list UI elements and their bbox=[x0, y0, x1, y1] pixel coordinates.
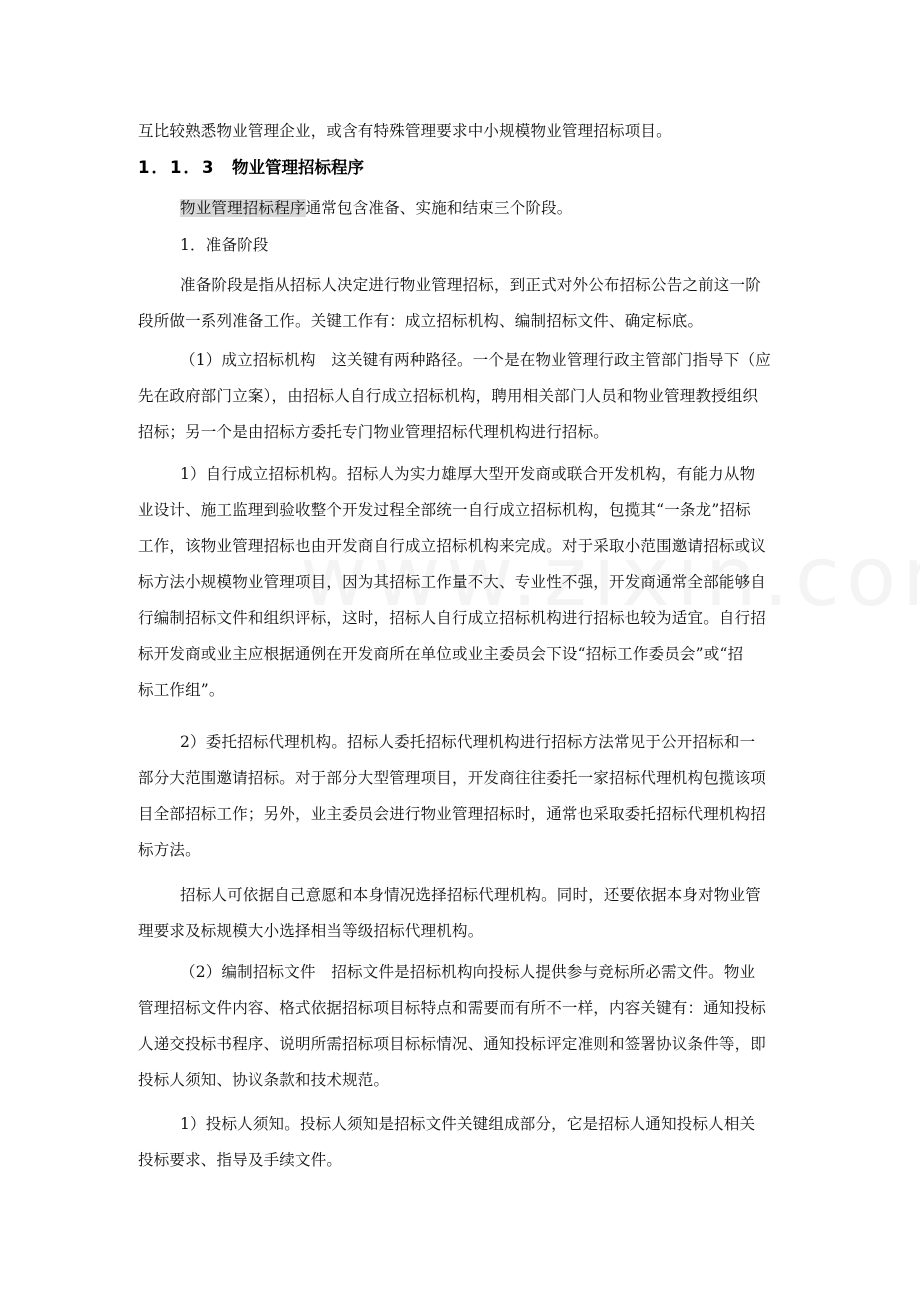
paragraph-4 bbox=[138, 342, 798, 450]
text-line: 招标人可依据自己意愿和本身情况选择招标代理机构。同时，还要依据本身对物业管 bbox=[180, 886, 761, 904]
section-number: 1．1．3 bbox=[138, 158, 216, 177]
text-line: 管理招标文件内容、格式依据招标项目标特点和需要而有所不一样，内容关键有：通知投标 bbox=[138, 999, 767, 1017]
section-heading bbox=[138, 153, 364, 183]
section-title: 物业管理招标程序 bbox=[231, 158, 364, 177]
text-line: 1）自行成立招标机构。招标人为实力雄厚大型开发商或联合开发机构，有能力从物 bbox=[180, 465, 756, 483]
paragraph-1 bbox=[138, 190, 798, 226]
text-line: 2）委托招标代理机构。招标人委托招标代理机构进行招标方法常见于公开招标和一 bbox=[180, 733, 756, 751]
text-line: 招标；另一个是由招标方委托专门物业管理招标代理机构进行招标。 bbox=[138, 423, 610, 441]
text-line: （1）成立招标机构 这关键有两种路径。一个是在物业管理行政主管部门指导下（应 bbox=[180, 351, 771, 369]
text-line: （2）编制招标文件 招标文件是招标机构向投标人提供参与竞标所必需文件。物业 bbox=[180, 963, 756, 981]
text-line: 标工作组”。 bbox=[138, 681, 225, 699]
paragraph-5 bbox=[138, 456, 798, 708]
paragraph-0 bbox=[138, 113, 798, 149]
highlighted-term: 物业管理招标程序 bbox=[180, 199, 306, 217]
paragraph-8 bbox=[138, 954, 798, 1098]
text-line: 先在政府部门立案），由招标人自行成立招标机构，聘用相关部门人员和物业管理教授组织 bbox=[138, 387, 759, 405]
text-line: 人递交投标书程序、说明所需招标项目标标情况、通知投标评定准则和签署协议条件等，即 bbox=[138, 1035, 767, 1053]
text-line: 标方法。 bbox=[138, 841, 201, 859]
text-line: 投标人须知、协议条款和技术规范。 bbox=[138, 1071, 390, 1089]
subheading-line: 1．准备阶段 bbox=[180, 236, 269, 254]
text-line: 行编制招标文件和组织评标，这时，招标人自行成立招标机构进行招标也较为适宜。自行招 bbox=[138, 609, 767, 627]
text-line bbox=[138, 190, 798, 226]
text-line: 理要求及标规模大小选择相当等级招标代理机构。 bbox=[138, 922, 484, 940]
text-line: 目全部招标工作；另外，业主委员会进行物业管理招标时，通常也采取委托招标代理机构招 bbox=[138, 805, 767, 823]
text-line: 业设计、施工监理到验收整个开发过程全部统一自行成立招标机构，包揽其“一条龙”招标 bbox=[138, 501, 751, 519]
text-line: 1）投标人须知。投标人须知是招标文件关键组成部分，它是招标人通知投标人相关 bbox=[180, 1115, 756, 1133]
paragraph-6 bbox=[138, 724, 798, 868]
text-line: 互比较熟悉物业管理企业，或含有特殊管理要求中小规模物业管理招标项目。 bbox=[138, 122, 672, 140]
text-line: 段所做一系列准备工作。关键工作有：成立招标机构、编制招标文件、确定标底。 bbox=[138, 312, 704, 330]
paragraph-3 bbox=[138, 267, 798, 339]
text-line: 工作，该物业管理招标也由开发商自行成立招标机构来完成。对于采取小范围邀请招标或议 bbox=[138, 537, 767, 555]
paragraph-9 bbox=[138, 1106, 798, 1178]
text-line: 投标要求、指导及手续文件。 bbox=[138, 1151, 343, 1169]
paragraph-2 bbox=[138, 227, 798, 263]
text-run: 通常包含准备、实施和结束三个阶段。 bbox=[305, 199, 573, 217]
paragraph-7 bbox=[138, 877, 798, 949]
text-line: 准备阶段是指从招标人决定进行物业管理招标，到正式对外公布招标公告之前这一阶 bbox=[180, 276, 761, 294]
text-line: 标开发商或业主应根据通例在开发商所在单位或业主委员会下设“招标工作委员会”或“招 bbox=[138, 645, 744, 663]
text-line: 标方法小规模物业管理项目，因为其招标工作量不大、专业性不强，开发商通常全部能够自 bbox=[138, 573, 767, 591]
text-line: 部分大范围邀请招标。对于部分大型管理项目，开发商往往委托一家招标代理机构包揽该项 bbox=[138, 769, 767, 787]
